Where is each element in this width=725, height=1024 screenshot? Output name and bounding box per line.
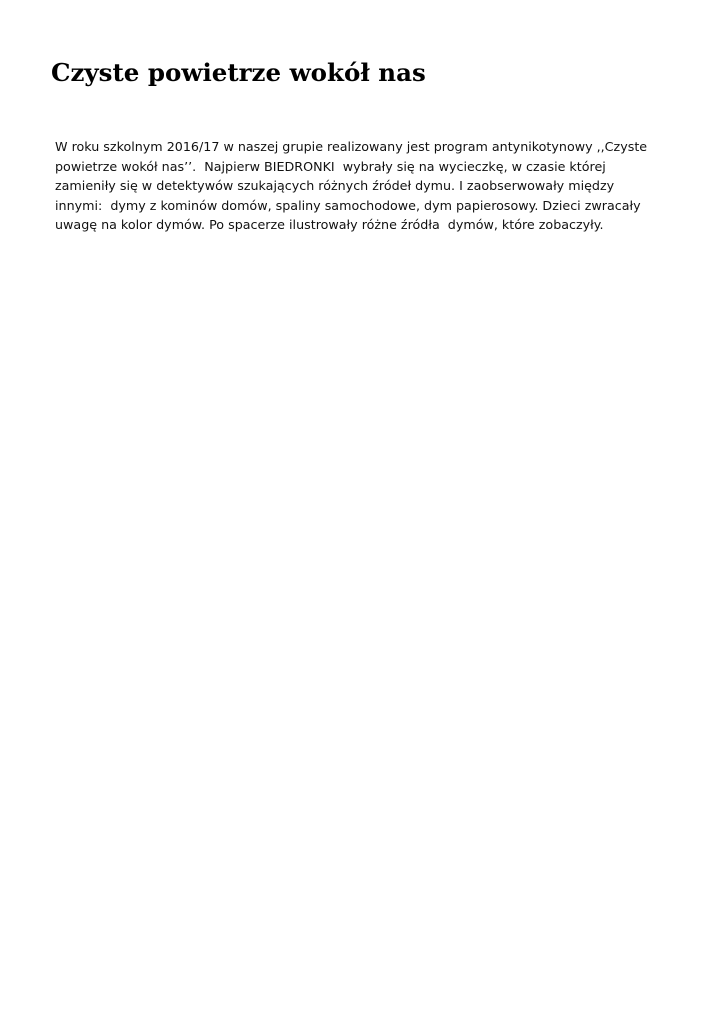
paragraph-line: innymi: dymy z kominów domów, spaliny samochodowe, dym papierosowy. Dzieci zwracały (55, 197, 641, 213)
paragraph-line: powietrze wokół nas’’. Najpierw BIEDRONKI wybrały się na wycieczkę, w czasie której (55, 158, 606, 174)
page-title: Czyste powietrze wokół nas (51, 58, 426, 87)
paragraph-line: zamieniły się w detektywów szukających różnych źródeł dymu. I zaobserwowały między (55, 178, 615, 194)
paragraph-line: W roku szkolnym 2016/17 w naszej grupie realizowany jest program antynikotynowy ,,Czyste (55, 139, 648, 154)
paragraph-line: uwagę na kolor dymów. Po spacerze ilustrowały różne źródła dymów, które zobaczyły. (55, 217, 604, 233)
body-paragraph (55, 137, 685, 235)
